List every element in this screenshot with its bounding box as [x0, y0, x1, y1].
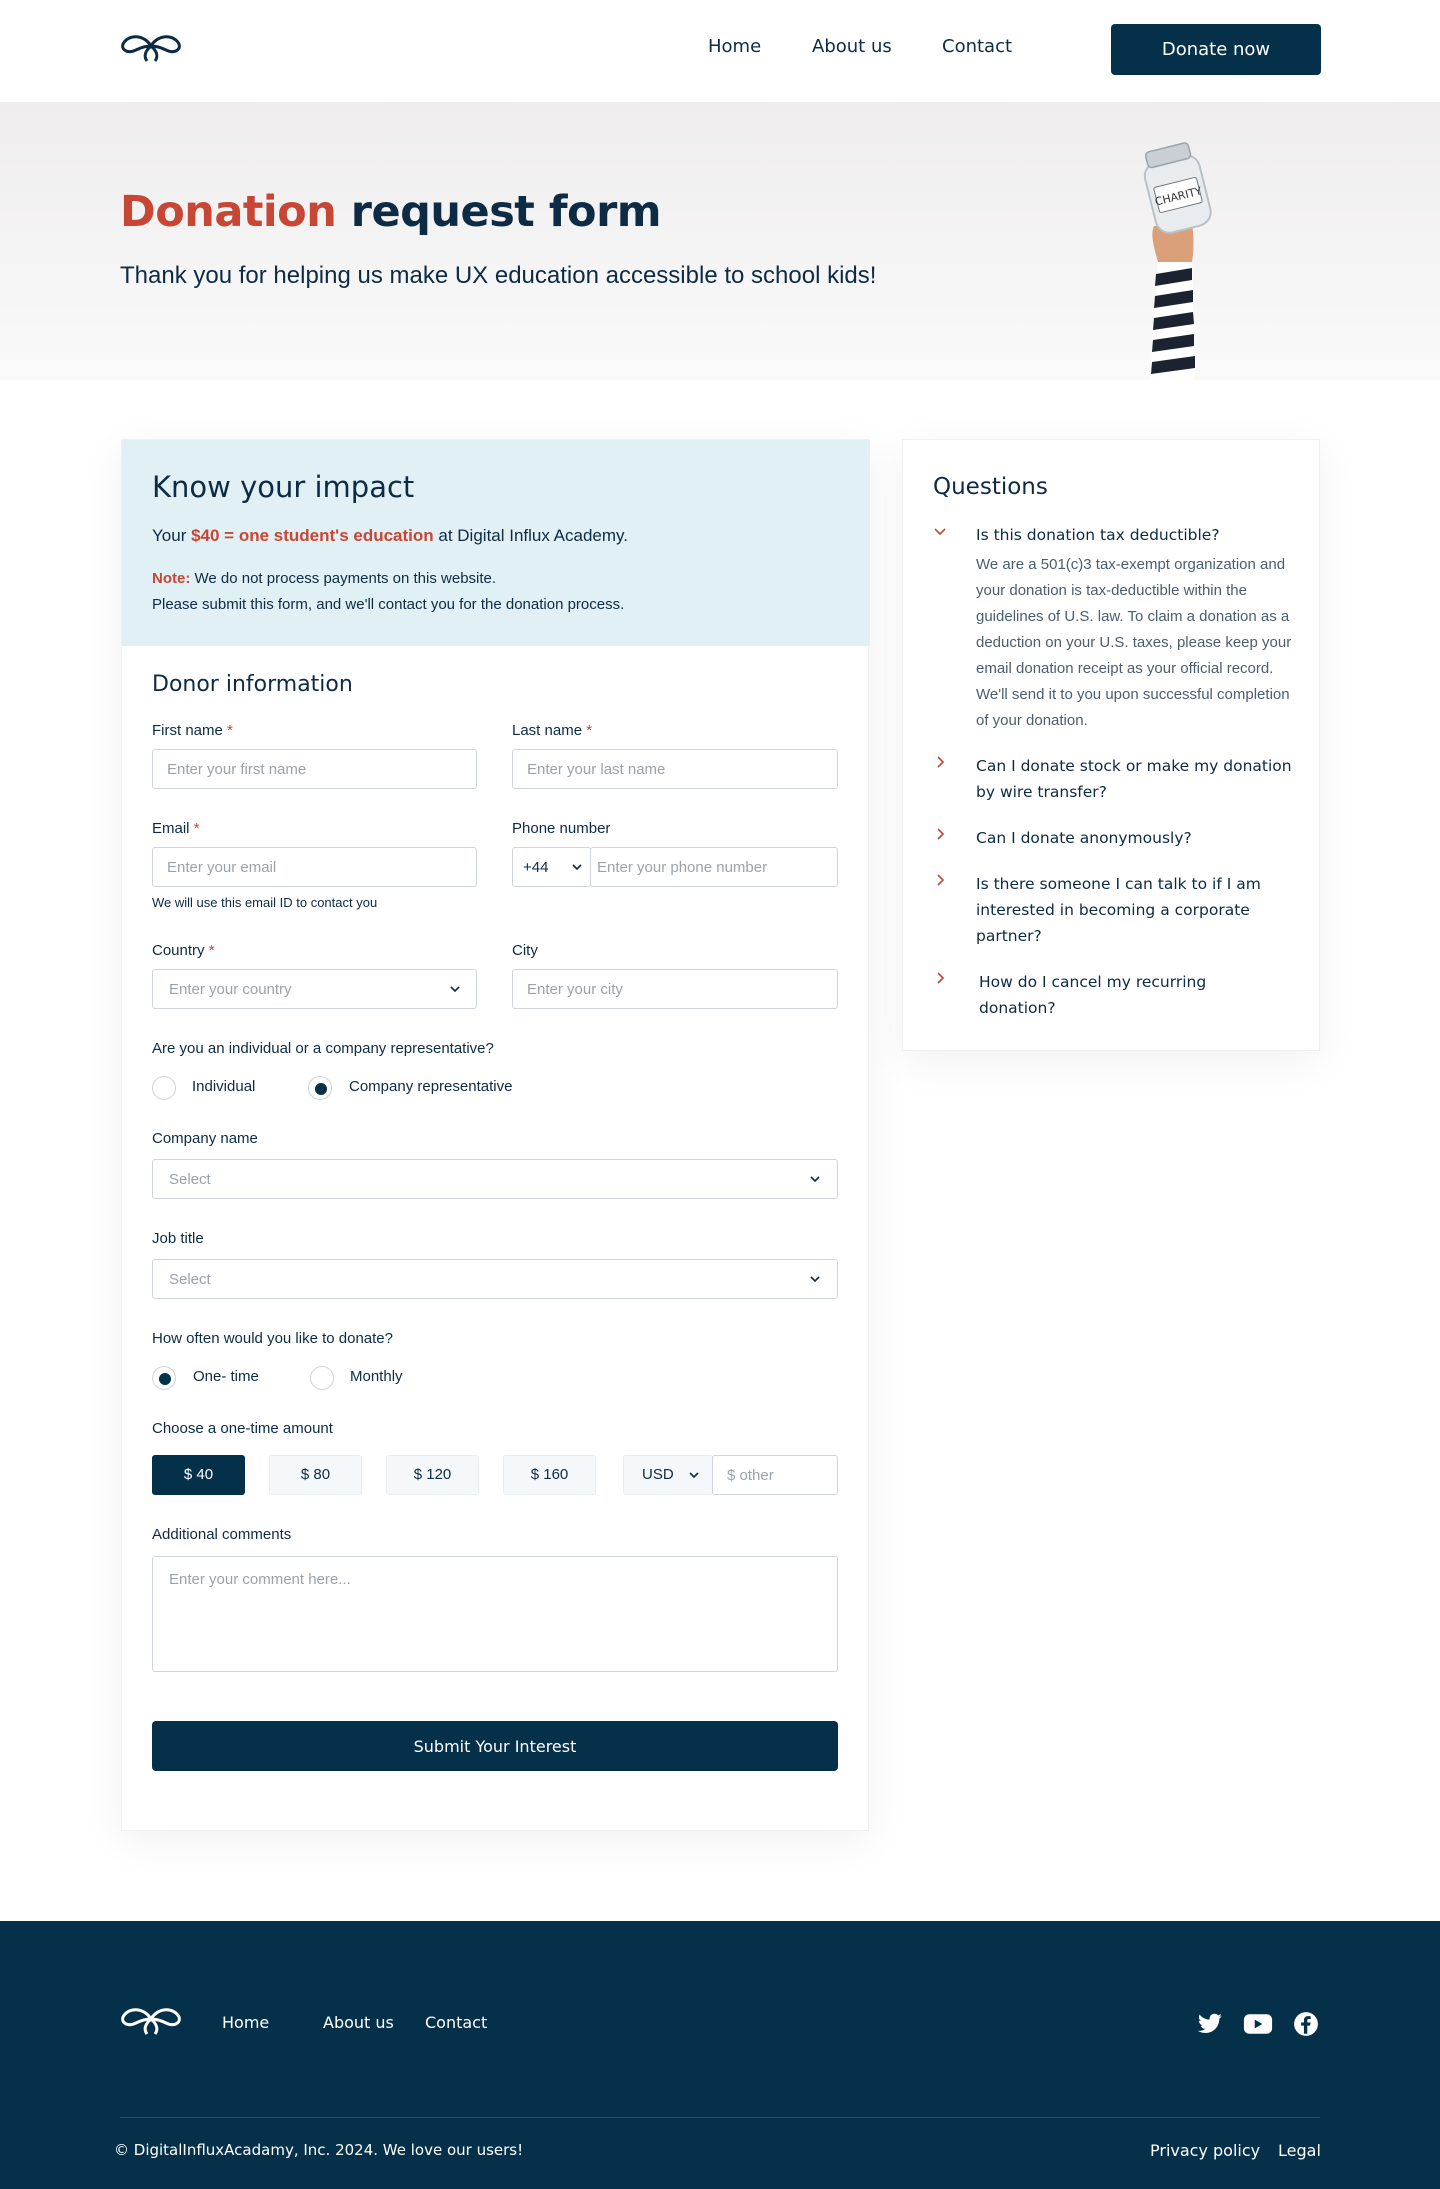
phone-code: +44: [523, 859, 549, 876]
impact-post: at Digital Influx Academy.: [433, 526, 628, 545]
phone-field[interactable]: [590, 847, 838, 887]
chevron-down-icon: [571, 861, 583, 873]
faq-card: [902, 439, 1320, 1051]
job-select[interactable]: [152, 1259, 838, 1299]
chevron-down-icon: [809, 1273, 821, 1285]
last-name-label: [512, 722, 592, 739]
country-label-text: Country: [152, 942, 205, 959]
jar-label: CHARITY: [1153, 184, 1204, 209]
first-name-label: [152, 722, 233, 739]
country-label: [152, 942, 215, 959]
required-mark: *: [227, 722, 233, 739]
hero-banner: [0, 102, 1440, 380]
faq-item-anonymous[interactable]: [933, 825, 1303, 851]
comments-label: Additional comments: [152, 1526, 292, 1543]
radio-one-time[interactable]: [152, 1366, 176, 1390]
page-title: [120, 187, 661, 237]
frequency-question: How often would you like to donate?: [152, 1330, 393, 1347]
radio-company-rep-label[interactable]: Company representative: [349, 1078, 513, 1095]
city-field[interactable]: [512, 969, 838, 1009]
faq-question[interactable]: Is there someone I can talk to if I am interested in becoming a corporate partner?: [976, 875, 1261, 945]
footer-nav-about[interactable]: About us: [323, 2013, 394, 2032]
phone-code-select[interactable]: [512, 847, 591, 887]
youtube-icon[interactable]: [1242, 2011, 1274, 2037]
logo-icon[interactable]: [120, 2005, 182, 2037]
last-name-label-text: Last name: [512, 722, 583, 739]
other-amount-field[interactable]: [712, 1455, 838, 1495]
company-label: Company name: [152, 1130, 258, 1147]
amount-option-40[interactable]: $ 40: [152, 1455, 245, 1495]
page-subtitle: Thank you for helping us make UX education accessible to school kids!: [120, 262, 877, 289]
note-label: Note:: [152, 570, 191, 587]
nav-contact[interactable]: Contact: [942, 36, 1013, 57]
title-accent: Donation: [120, 187, 337, 237]
first-name-field[interactable]: [152, 749, 477, 789]
chevron-down-icon: [688, 1469, 700, 1481]
city-label: City: [512, 942, 538, 959]
site-footer: [0, 1921, 1440, 2189]
city-input[interactable]: [513, 970, 837, 1008]
faq-item-partner[interactable]: [933, 871, 1303, 949]
email-input[interactable]: [153, 848, 476, 886]
submit-button[interactable]: Submit Your Interest: [152, 1721, 838, 1771]
faq-item-cancel[interactable]: [933, 969, 1303, 1021]
chevron-right-icon: [933, 827, 947, 841]
chevron-down-icon: [809, 1173, 821, 1185]
faq-item-stock[interactable]: [933, 753, 1303, 805]
chevron-right-icon: [933, 971, 947, 985]
radio-monthly-label[interactable]: Monthly: [350, 1368, 403, 1385]
comments-textarea[interactable]: [153, 1557, 837, 1671]
faq-question[interactable]: How do I cancel my recurring donation?: [979, 973, 1207, 1017]
donation-form-card: [121, 439, 869, 1831]
radio-individual-label[interactable]: Individual: [192, 1078, 256, 1095]
email-label: [152, 820, 200, 837]
facebook-icon[interactable]: [1292, 2011, 1320, 2037]
copyright: © DigitalInfluxAcadamy, Inc. 2024. We love our users!: [114, 2141, 524, 2159]
impact-statement: [152, 526, 628, 546]
twitter-icon[interactable]: [1196, 2011, 1224, 2037]
last-name-input[interactable]: [513, 750, 837, 788]
required-mark: *: [586, 722, 593, 739]
footer-divider: [120, 2117, 1320, 2118]
faq-question[interactable]: Can I donate stock or make my donation by wire transfer?: [976, 757, 1292, 801]
country-placeholder: Enter your country: [169, 981, 292, 998]
first-name-label-text: First name: [152, 722, 223, 739]
email-field[interactable]: [152, 847, 477, 887]
currency-value: USD: [642, 1466, 674, 1483]
email-hint: We will use this email ID to contact you: [152, 895, 378, 910]
amount-label: Choose a one-time amount: [152, 1420, 333, 1437]
phone-label: Phone number: [512, 820, 611, 837]
legal-link[interactable]: Legal: [1278, 2141, 1321, 2160]
footer-nav-home[interactable]: Home: [222, 2013, 270, 2032]
logo-icon[interactable]: [120, 32, 182, 64]
chevron-down-icon: [449, 983, 461, 995]
comments-field[interactable]: [152, 1556, 838, 1672]
site-header: [0, 0, 1440, 102]
donate-now-button[interactable]: Donate now: [1111, 24, 1321, 75]
required-mark: *: [208, 942, 215, 959]
radio-monthly[interactable]: [310, 1366, 334, 1390]
radio-one-time-label[interactable]: One- time: [193, 1368, 259, 1385]
chevron-right-icon: [933, 755, 947, 769]
amount-option-120[interactable]: $ 120: [386, 1455, 479, 1495]
impact-panel: [122, 440, 870, 646]
title-rest: request form: [336, 187, 662, 237]
faq-question[interactable]: Can I donate anonymously?: [976, 829, 1192, 847]
company-placeholder: Select: [169, 1171, 211, 1188]
other-amount-input[interactable]: [713, 1456, 837, 1494]
company-select[interactable]: [152, 1159, 838, 1199]
note-text: We do not process payments on this website.: [190, 570, 497, 587]
radio-individual[interactable]: [152, 1076, 176, 1100]
footer-nav-contact[interactable]: Contact: [425, 2013, 488, 2032]
amount-option-160[interactable]: $ 160: [503, 1455, 596, 1495]
payment-note: [152, 570, 496, 587]
donor-section-title: Donor information: [152, 672, 353, 697]
privacy-policy-link[interactable]: Privacy policy: [1150, 2141, 1261, 2160]
nav-about[interactable]: About us: [812, 36, 892, 57]
last-name-field[interactable]: [512, 749, 838, 789]
required-mark: *: [193, 820, 200, 837]
job-placeholder: Select: [169, 1271, 211, 1288]
amount-option-80[interactable]: $ 80: [269, 1455, 362, 1495]
impact-pre: Your: [152, 526, 192, 545]
impact-title: Know your impact: [152, 470, 415, 504]
rep-question: Are you an individual or a company representative?: [152, 1040, 494, 1057]
job-label: Job title: [152, 1230, 204, 1247]
faq-title: Questions: [933, 474, 1048, 500]
first-name-input[interactable]: [153, 750, 476, 788]
faq-question[interactable]: Is this donation tax deductible?: [976, 526, 1220, 544]
sleeve-stripes: [1150, 260, 1195, 380]
radio-company-rep[interactable]: [308, 1076, 332, 1100]
nav-home[interactable]: Home: [708, 36, 762, 57]
impact-highlight: $40 = one student's education: [191, 526, 434, 545]
faq-answer: We are a 501(c)3 tax-exempt organization and your donation is tax-deductible within the guidelines of U.S. law. To claim a donation as a deduction on your U.S. taxes, please keep your email donation receipt as your official record. We'll send it to you upon successful completion of your donation.: [976, 556, 1292, 729]
payment-note-line2: Please submit this form, and we'll contact you for the donation process.: [152, 596, 625, 613]
currency-select[interactable]: [623, 1455, 713, 1495]
chevron-right-icon: [933, 873, 947, 887]
email-label-text: Email: [152, 820, 190, 837]
charity-jar-illustration: [1120, 140, 1230, 380]
chevron-down-icon: [933, 524, 947, 538]
phone-input[interactable]: [591, 848, 837, 886]
country-select[interactable]: [152, 969, 477, 1009]
faq-item-tax[interactable]: [933, 522, 1303, 546]
